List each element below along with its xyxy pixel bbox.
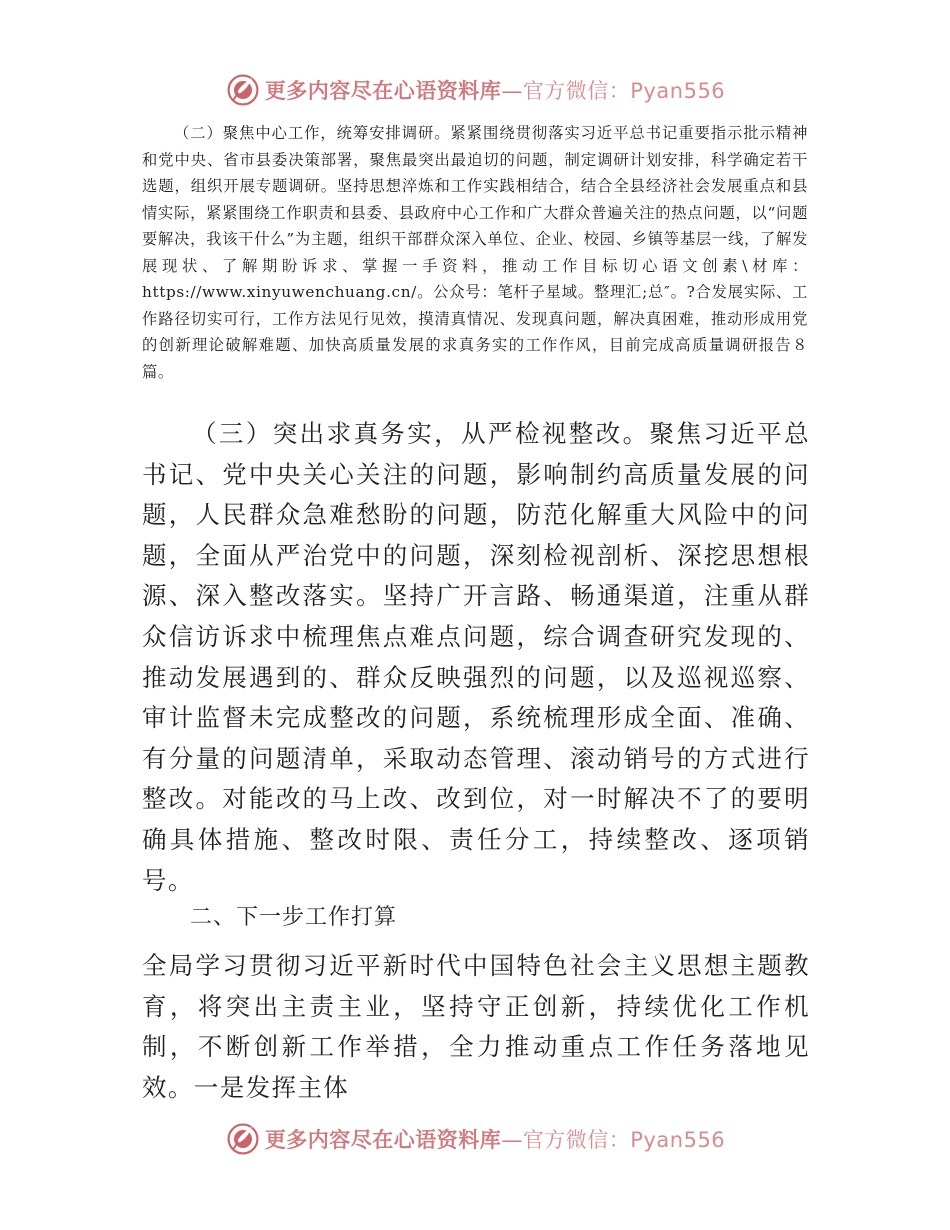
header-brand-text: 更多内容尽在心语资料库 [264, 79, 502, 103]
header-wechat-text: 官方微信：Pyan556 [522, 79, 726, 103]
book-quill-logo-icon [225, 1121, 261, 1157]
footer-banner [0, 1117, 950, 1161]
footer-wechat-text: 官方微信：Pyan556 [522, 1128, 726, 1152]
header-banner [0, 68, 950, 112]
book-quill-logo-icon [225, 72, 261, 108]
heading-next-steps: 二、下一步工作打算 [190, 905, 398, 930]
footer-separator: — [501, 1128, 523, 1152]
header-separator: — [501, 79, 523, 103]
section-2-paragraph [142, 120, 808, 385]
footer-banner-text [265, 1124, 725, 1154]
footer-brand-text: 更多内容尽在心语资料库 [264, 1128, 502, 1152]
header-banner-text [265, 75, 725, 105]
section-3-paragraph: （三）突出求真务实，从严检视整改。聚焦习近平总书记、党中央关心关注的问题，影响制约高质量发展的问题，人民群众急难愁盼的问题，防范化解重大风险中的问题，全面从严治党中的问题，深刻检视剖析、深挖思想根源、深入整改落实。坚持广开言路、畅通渠道，注重从群众信访诉求中梳理焦点难点问题，综合调查研究发现的、推动发展遇到的、群众反映强烈的问题，以及巡视巡察、审计监督未完成整改的问题，系统梳理形成全面、准确、有分量的问题清单，采取动态管理、滚动销号的方式进行整改。对能改的马上改、改到位，对一时解决不了的要明确具体措施、整改时限、责任分工，持续整改、逐项销号。 [142, 419, 810, 895]
section-2-text: （二）聚焦中心工作，统筹安排调研。紧紧围绕贯彻落实习近平总书记重要指示批示精神和党中央、省市县委决策部署，聚焦最突出最迫切的问题，制定调研计划安排，科学确定若干选题，组织开展专题调研。坚持思想淬炼和工作实践相结合，结合全县经济社会发展重点和县情实际，紧紧围绕工作职责和县委、县政府中心工作和广大群众普遍关注的热点问题，以“问题要解决，我该干什么”为主题，组织干部群众深入单位、企业、校园、乡镇等基层一线，了解发展现状、了解期盼诉求、掌握一手资料，推动工作目标切心语文创素\材库：https://www.xinyuwenchuang.cn/。公众号：笔杆子星域。整理汇;总″。?合发展实际、工作路径切实可行，工作方法见行见效，摸清真情况、发现真问题，解决真困难，推动形成用党的创新理论破解难题、加快高质量发展的求真务实的工作作风，目前完成高质量调研报告８篇。 [142, 124, 808, 381]
next-steps-paragraph: 全局学习贯彻习近平新时代中国特色社会主义思想主题教育，将突出主责主业，坚持守正创新，持续优化工作机制，不断创新工作举措，全力推动重点工作任务落地见效。一是发挥主体 [142, 951, 810, 1102]
